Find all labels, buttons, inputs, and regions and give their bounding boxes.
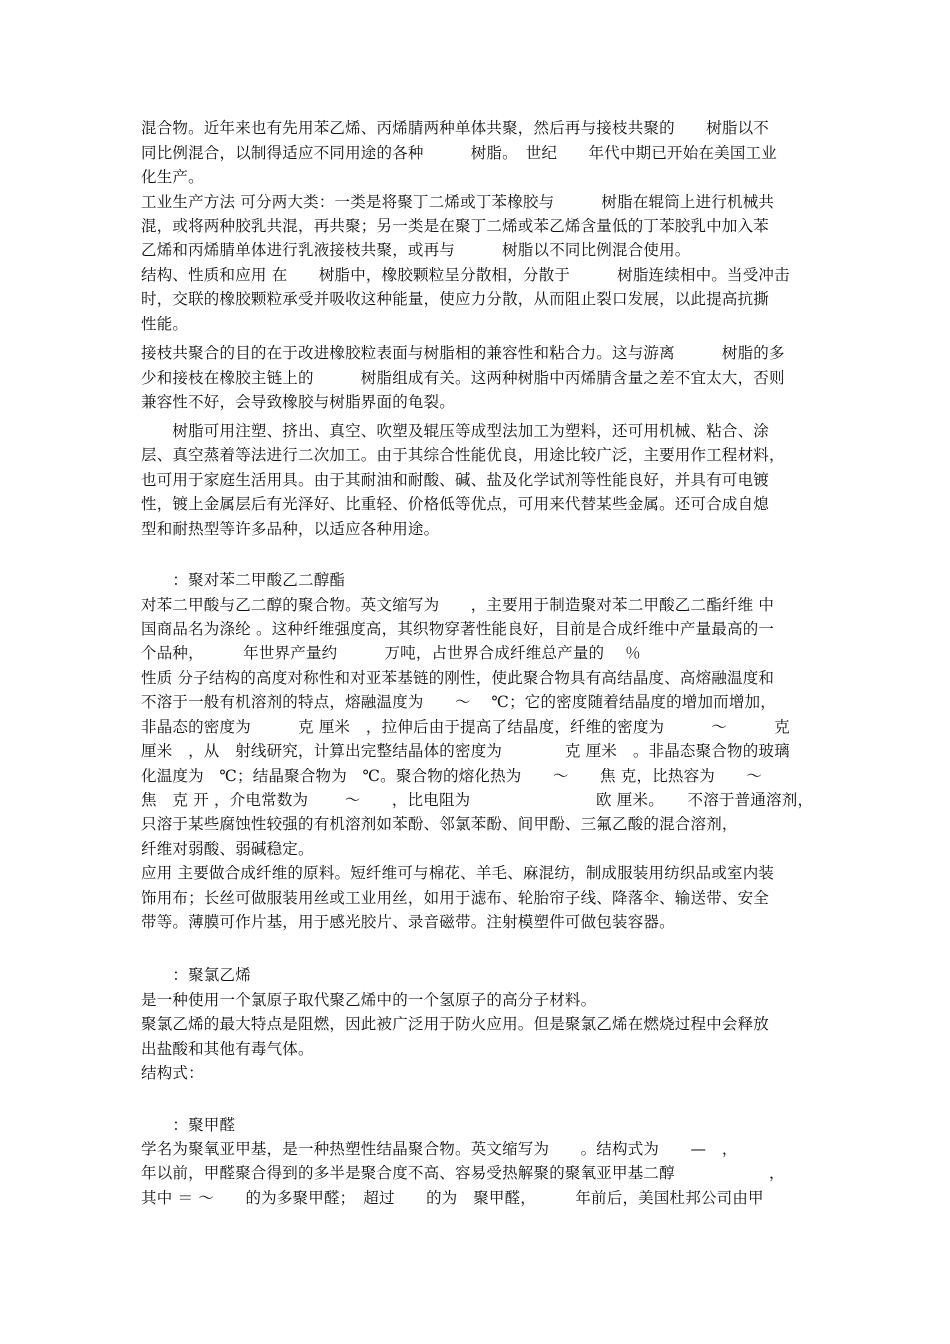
section-heading: ：聚对苯二甲酸乙二醇酯 — [141, 571, 346, 589]
text-line: 结构、性质和应用 在 树脂中，橡胶颗粒呈分散相，分散于 树脂连续相中。当受冲击 — [141, 266, 790, 284]
section-heading: ：聚氯乙烯 — [141, 966, 251, 984]
text-line: 对苯二甲酸与乙二醇的聚合物。英文缩写为 ，主要用于制造聚对苯二甲酸乙二酯纤维 中 — [141, 596, 775, 614]
text-line: 层、真空蒸着等法进行二次加工。由于其综合性能优良，用途比较广泛，主要用作工程材料， — [141, 446, 785, 464]
text-line: 时，交联的橡胶颗粒承受并吸收这种能量，使应力分散，从而阻止裂口发展，以此提高抗撕 — [141, 290, 770, 308]
text-line: 混，或将两种胶乳共混，再共聚；另一类是在聚丁二烯或苯乙烯含量低的丁苯胶乳中加入苯 — [141, 217, 770, 235]
text-line: 是一种使用一个氯原子取代聚乙烯中的一个氢原子的高分子材料。 — [141, 991, 597, 1009]
section-heading: ：聚甲醛 — [141, 1116, 236, 1134]
text-line: 性质 分子结构的高度对称性和对亚苯基链的刚性，使此聚合物具有高结晶度、高熔融温度和 — [141, 669, 775, 687]
text-line: 型和耐热型等许多品种，以适应各种用途。 — [141, 520, 440, 538]
text-line: 少和接枝在橡胶主链上的 树脂组成有关。这两种树脂中丙烯腈含量之差不宜太大，否则 — [141, 369, 785, 387]
text-line: 兼容性不好，会导致橡胶与树脂界面的龟裂。 — [141, 393, 456, 411]
text-line: 厘米 ，从 射线研究，计算出完整结晶体的密度为 克 厘米 。非晶态聚合物的玻璃 — [141, 742, 790, 760]
text-line: 非晶态的密度为 克 厘米 ，拉伸后由于提高了结晶度，纤维的密度为 ～ 克 — [141, 718, 790, 736]
text-line: 年以前，甲醛聚合得到的多半是聚合度不高、容易受热解聚的聚氧亚甲基二醇 ， — [141, 1164, 785, 1182]
text-line: 混合物。近年来也有先用苯乙烯、丙烯腈两种单体共聚，然后再与接枝共聚的 树脂以不 — [141, 119, 770, 137]
text-line: 只溶于某些腐蚀性较强的有机溶剂如苯酚、邻氯苯酚、间甲酚、三氟乙酸的混合溶剂， — [141, 815, 738, 833]
text-line: 结构式： — [141, 1064, 204, 1082]
text-line: 化温度为 ℃；结晶聚合物为 ℃。聚合物的熔化热为 ～ 焦 克，比热容为 ～ — [141, 767, 763, 785]
text-line: 性能。 — [141, 315, 189, 333]
text-line: 接枝共聚合的目的在于改进橡胶粒表面与树脂相的兼容性和粘合力。这与游离 树脂的多 — [141, 344, 785, 362]
text-line: 聚氯乙烯的最大特点是阻燃，因此被广泛用于防火应用。但是聚氯乙烯在燃烧过程中会释放 — [141, 1015, 770, 1033]
text-line: 学名为聚氧亚甲基，是一种热塑性结晶聚合物。英文缩写为 。结构式为 — ， — [141, 1140, 738, 1158]
text-line: 乙烯和丙烯腈单体进行乳液接枝共聚，或再与 树脂以不同比例混合使用。 — [141, 241, 691, 259]
text-line: 化生产。 — [141, 168, 204, 186]
text-line: 纤维对弱酸、弱碱稳定。 — [141, 840, 314, 858]
text-line: 饰用布；长丝可做服装用丝或工业用丝，如用于滤布、轮胎帘子线、降落伞、输送带、安全 — [141, 889, 770, 907]
text-line: 焦 克 开 ，介电常数为 ～ ，比电阻为 欧 厘米。 不溶于普通溶剂， — [141, 791, 814, 809]
text-line: 个品种， 年世界产量约 万吨，占世界合成纤维总产量的 ％ — [141, 644, 641, 662]
text-line: 工业生产方法 可分两大类：一类是将聚丁二烯或丁苯橡胶与 树脂在辊筒上进行机械共 — [141, 193, 775, 211]
text-line: 带等。薄膜可作片基，用于感光胶片、录音磁带。注射模塑件可做包装容器。 — [141, 913, 675, 931]
text-line: 不溶于一般有机溶剂的特点，熔融温度为 ～ ℃；它的密度随着结晶度的增加而增加， — [141, 693, 776, 711]
text-line: 应用 主要做合成纤维的原料。短纤维可与棉花、羊毛、麻混纺，制成服装用纺织品或室内装 — [141, 864, 775, 882]
text-line: 出盐酸和其他有毒气体。 — [141, 1040, 314, 1058]
text-line: 同比例混合，以制得适应不同用途的各种 树脂。 世纪 年代中期已开始在美国工业 — [141, 144, 777, 162]
text-line: 其中 ＝ ～ 的为多聚甲醛； 超过 的为 聚甲醛， 年前后，美国杜邦公司由甲 — [141, 1189, 764, 1207]
text-line: 树脂可用注塑、挤出、真空、吹塑及辊压等成型法加工为塑料，还可用机械、粘合、涂 — [141, 422, 770, 440]
text-line: 也可用于家庭生活用具。由于其耐油和耐酸、碱、盐及化学试剂等性能良好，并具有可电镀 — [141, 471, 770, 489]
text-line: 国商品名为涤纶 。这种纤维强度高，其织物穿著性能良好，目前是合成纤维中产量最高的一 — [141, 620, 775, 638]
text-line: 性，镀上金属层后有光泽好、比重轻、价格低等优点，可用来代替某些金属。还可合成自熄 — [141, 495, 770, 513]
